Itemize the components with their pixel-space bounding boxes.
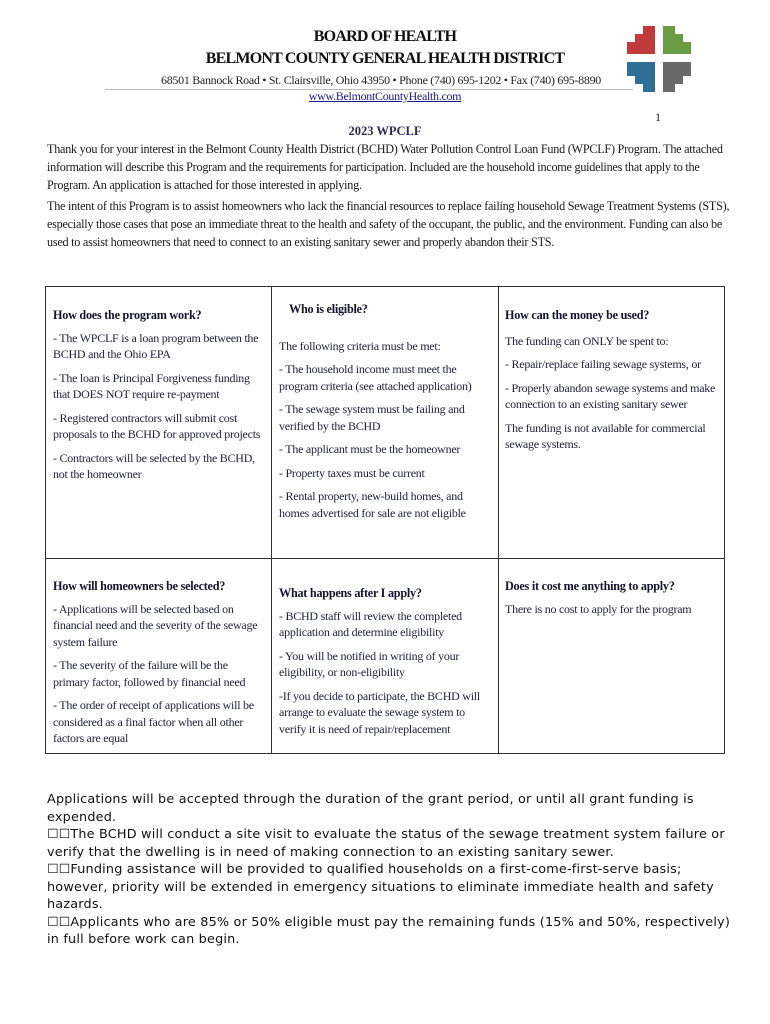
health-district-logo <box>625 24 693 94</box>
cell-title: How will homeowners be selected? <box>53 579 226 593</box>
intro-paragraph: Thank you for your interest in the Belmont County Health District (BCHD) Water Pollution Control Loan Fund (WPCLF) Program. The attached information will describe this Program and the requirements for participation. Included are the household income guidelines that apply to the Program. An application is attached for those interested in applying. <box>47 142 723 192</box>
footer-notes <box>47 791 737 949</box>
cell-after-apply <box>279 585 491 744</box>
cell-item: - Contractors will be selected by the BCHD, not the homeowner <box>53 450 255 481</box>
address-line: 68501 Bannock Road • St. Clairsville, Ohio 43950 • Phone (740) 695-1202 • Fax (740) 695-8890 <box>161 73 601 87</box>
cell-title: Who is eligible? <box>289 302 368 316</box>
column-divider <box>498 287 499 753</box>
cell-item: - The loan is Principal Forgiveness funding that DOES NOT require re-payment <box>53 370 250 401</box>
cell-item: -If you decide to participate, the BCHD will arrange to evaluate the sewage system to verify it is need of repair/replacement <box>279 688 480 736</box>
footer-line: ☐☐Applicants who are 85% or 50% eligible must pay the remaining funds (15% and 50%, respectively) in full before work can begin. <box>47 914 731 947</box>
cell-item: - You will be notified in writing of your eligibility, or non-eligibility <box>279 648 460 679</box>
cell-cost-to-apply <box>505 578 719 624</box>
footer-line: ☐☐Funding assistance will be provided to qualified households on a first-come-first-serve basis; however, priority will be extended in emergency situations to eliminate immediate health and safety hazards. <box>47 862 714 912</box>
cell-item: - The severity of the failure will be the primary factor, followed by financial need <box>53 658 246 689</box>
cell-item: - The household income must meet the program criteria (see attached application) <box>279 362 472 393</box>
cell-item: The funding is not available for commercial sewage systems. <box>505 420 706 451</box>
cell-item: - Property taxes must be current <box>279 465 425 480</box>
cell-item: - BCHD staff will review the completed application and determine eligibility <box>279 608 462 639</box>
cell-item: The following criteria must be met: <box>279 338 441 353</box>
cell-title: Does it cost me anything to apply? <box>505 579 675 593</box>
cell-money-use <box>505 307 719 460</box>
column-divider <box>271 287 272 753</box>
info-table <box>45 286 725 754</box>
cell-title: What happens after I apply? <box>279 586 422 600</box>
footer-line: ☐☐The BCHD will conduct a site visit to evaluate the status of the sewage treatment system failure or verify that the dwelling is in need of making connection to an existing sanitary sewer. <box>47 827 725 860</box>
website-link[interactable]: www.BelmontCountyHealth.com <box>308 89 462 103</box>
cell-who-eligible <box>279 301 491 528</box>
cell-item: - Repair/replace failing sewage systems, or <box>505 357 701 371</box>
cell-item: - The WPCLF is a loan program between the BCHD and the Ohio EPA <box>53 330 259 361</box>
cell-homeowner-selection <box>53 578 265 754</box>
cell-how-program-works <box>53 307 265 490</box>
cell-item: - Registered contractors will submit cost proposals to the BCHD for approved projects <box>53 410 261 441</box>
cell-item: - Rental property, new-build homes, and homes advertised for sale are not eligible <box>279 489 466 520</box>
program-heading: 2023 WPCLF <box>348 124 422 138</box>
intent-paragraph: The intent of this Program is to assist homeowners who lack the financial resources to replace failing household Sewage Treatment Systems (STS), especially those cases that pose an immediate threat to the health and safety of the occupant, the public, and the environment. Funding can also be used to assist homeowners that need to connect to an existing sanitary sewer and properly abandon their STS. <box>47 199 730 249</box>
district-title: BELMONT COUNTY GENERAL HEALTH DISTRICT <box>205 50 565 67</box>
cell-item: - The order of receipt of applications will be considered as a final factor when all other factors are equal <box>53 698 254 745</box>
cell-title: How can the money be used? <box>505 308 650 322</box>
logo-cross-icon <box>627 26 691 92</box>
cell-item: - Properly abandon sewage systems and make connection to an existing sanitary sewer <box>505 380 716 411</box>
footer-line: Applications will be accepted through the duration of the grant period, or until all grant funding is expended. <box>47 792 694 825</box>
cell-item: - The sewage system must be failing and verified by the BCHD <box>279 402 465 433</box>
page-number: 1 <box>655 110 661 124</box>
row-divider <box>46 558 724 559</box>
cell-item: - Applications will be selected based on financial need and the severity of the sewage system failure <box>53 601 258 649</box>
cell-item: The funding can ONLY be spent to: <box>505 333 669 348</box>
org-title: BOARD OF HEALTH <box>313 28 457 45</box>
cell-title: How does the program work? <box>53 308 202 322</box>
cell-item: - The applicant must be the homeowner <box>279 442 461 456</box>
cell-item: There is no cost to apply for the program <box>505 601 692 616</box>
